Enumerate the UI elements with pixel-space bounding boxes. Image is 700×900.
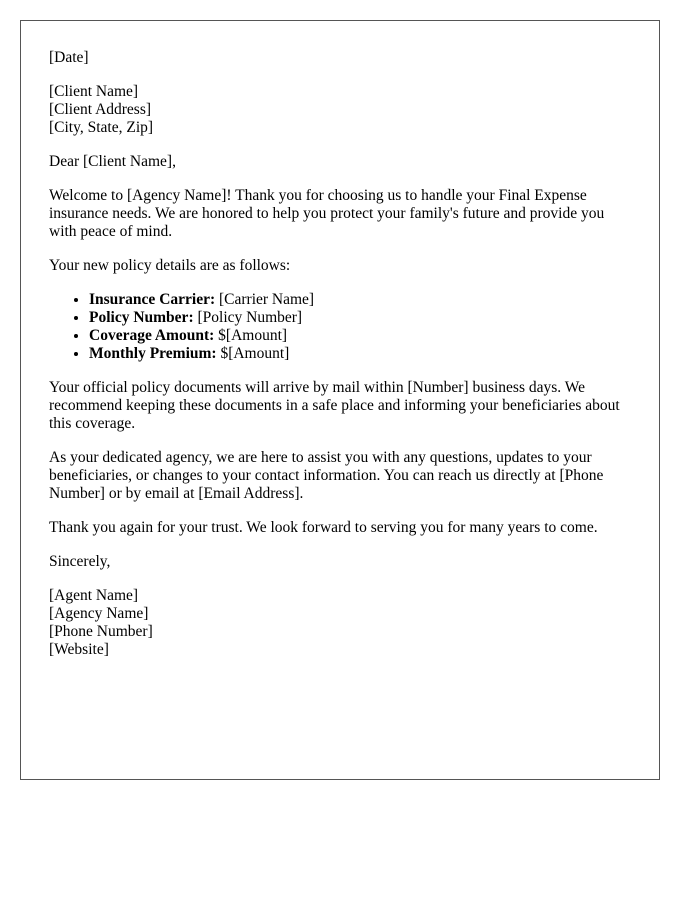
signature-website: [Website] [49,641,109,658]
policy-detail-label: Policy Number: [89,309,194,326]
policy-detail-label: Coverage Amount: [89,327,215,344]
letter-page [20,20,660,780]
policy-details-list [49,291,631,363]
policy-detail-value: [Policy Number] [193,309,303,326]
recipient-address: [Client Address] [49,101,152,118]
recipient-city-state-zip: [City, State, Zip] [49,119,154,136]
policy-detail-label: Monthly Premium: [89,345,217,362]
signature-block [49,587,631,659]
policy-detail-item [89,327,631,345]
policy-detail-value: $[Amount] [214,327,288,344]
signature-agent-name: [Agent Name] [49,587,139,604]
policy-detail-item [89,291,631,309]
documents-paragraph: Your official policy documents will arrive by mail within [Number] business days. We recommend keeping these documents in a safe place and informing your beneficiaries about this coverage. [49,379,620,432]
thanks-paragraph: Thank you again for your trust. We look forward to serving you for many years to come. [49,519,598,536]
signature-agency-name: [Agency Name] [49,605,149,622]
policy-detail-item [89,345,631,363]
policy-detail-value: [Carrier Name] [215,291,315,308]
closing: Sincerely, [49,553,111,570]
assistance-paragraph: As your dedicated agency, we are here to assist you with any questions, updates to your beneficiaries, or changes to your contact information. You can reach us directly at [Phone Number] or by email at [Email Address]. [49,449,604,502]
letter-date: [Date] [49,49,89,66]
policy-detail-label: Insurance Carrier: [89,291,216,308]
welcome-paragraph: Welcome to [Agency Name]! Thank you for choosing us to handle your Final Expense insurance needs. We are honored to help you protect your family's future and provide you with peace of mind. [49,187,605,240]
details-intro-paragraph: Your new policy details are as follows: [49,257,291,274]
policy-detail-value: $[Amount] [216,345,290,362]
signature-phone: [Phone Number] [49,623,153,640]
recipient-address-block [49,83,631,137]
recipient-name: [Client Name] [49,83,139,100]
policy-detail-item [89,309,631,327]
salutation: Dear [Client Name], [49,153,176,170]
